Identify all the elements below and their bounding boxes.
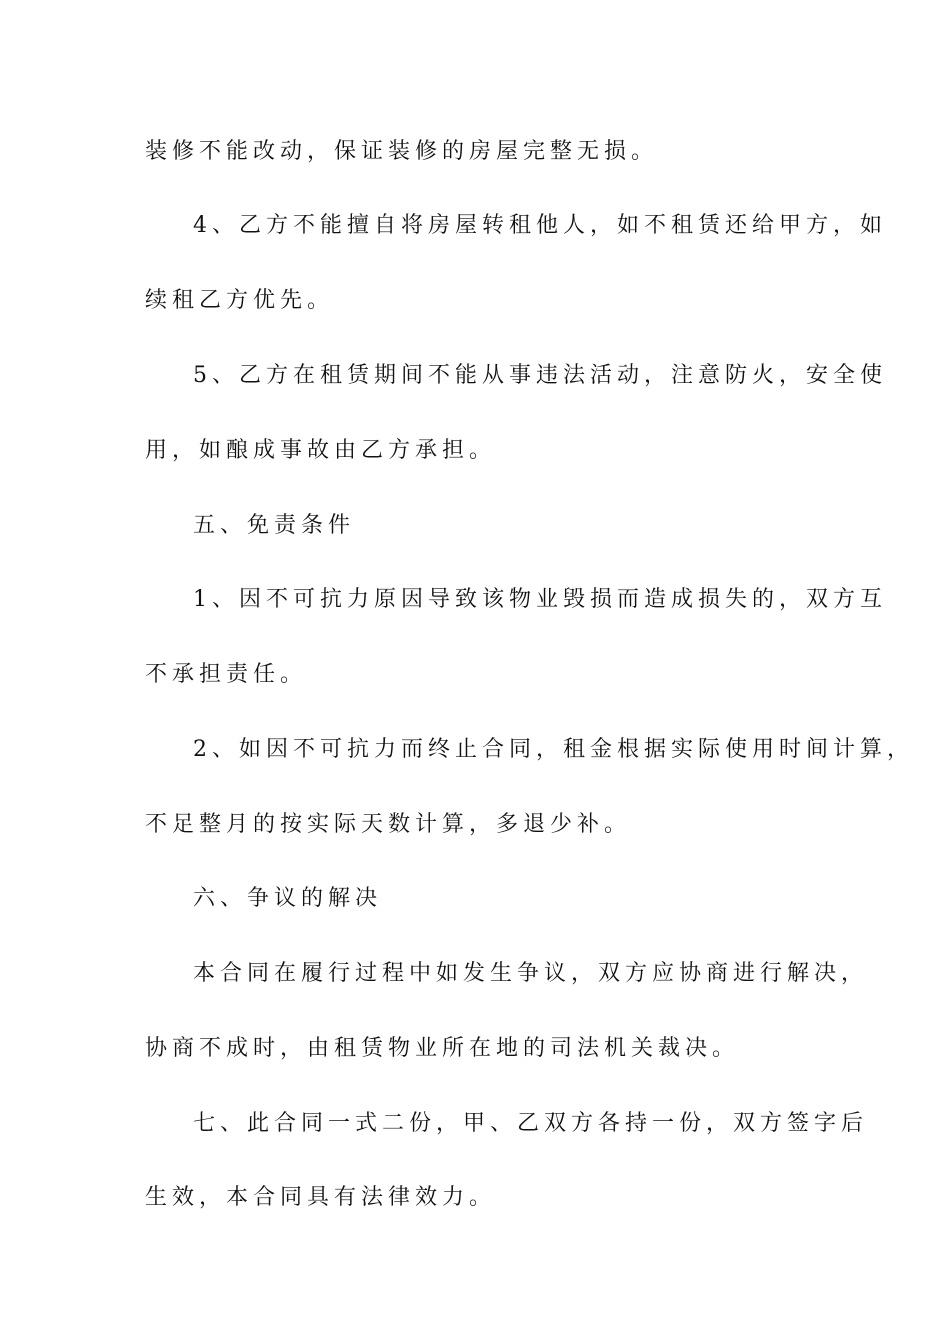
clause-5-line: 5、乙方在租赁期间不能从事违法活动，注意防火，安全使: [193, 363, 887, 388]
text-line: 续租乙方优先。: [145, 288, 335, 313]
section-heading: 七、此合同一式二份，甲、乙双方各持一份，双方签字后: [193, 1111, 869, 1136]
section-heading: 六、争议的解决: [193, 886, 383, 911]
clause-1-line: 1、因不可抗力原因导致该物业毁损而造成损失的，双方互: [193, 587, 887, 612]
text-line: 用，如酿成事故由乙方承担。: [145, 438, 497, 463]
text-line: 不承担责任。: [145, 662, 308, 687]
clause-4-line: 4、乙方不能擅自将房屋转租他人，如不租赁还给甲方，如: [193, 213, 887, 238]
text-line: 不足整月的按实际天数计算，多退少补。: [145, 812, 632, 837]
clause-2-line: 2、如因不可抗力而终止合同，租金根据实际使用时间计算，: [193, 737, 914, 762]
text-line: 装修不能改动，保证装修的房屋完整无损。: [145, 139, 659, 164]
text-line: 协商不成时，由租赁物业所在地的司法机关裁决。: [145, 1036, 740, 1061]
text-line: 生效，本合同具有法律效力。: [145, 1185, 497, 1210]
paragraph-line: 本合同在履行过程中如发生争议，双方应协商进行解决，: [193, 961, 869, 986]
section-heading: 五、免责条件: [193, 513, 356, 538]
